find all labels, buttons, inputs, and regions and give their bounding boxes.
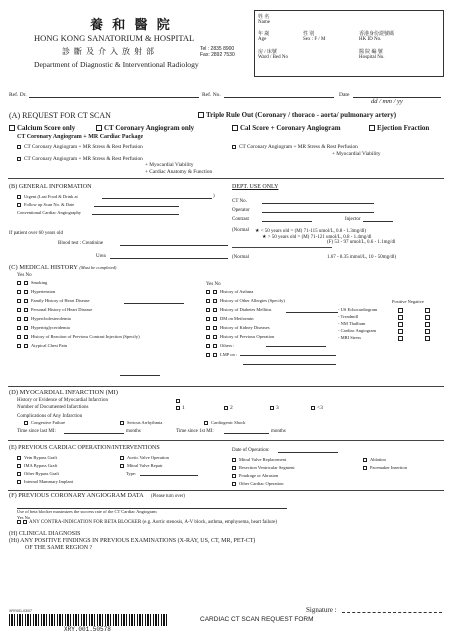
test-item[interactable] [338, 307, 377, 312]
divider [8, 386, 444, 387]
contra-indication-label: ANY CONTRA-INDICATION FOR BETA BLOCKER (e.g. Aortic stenosis, A-V block, asthma, emphysema, heart failure) [29, 520, 278, 526]
history-yes-checkbox[interactable] [17, 317, 21, 321]
ct-no-label: CT No. [232, 199, 247, 204]
form-code-small: XRY001-03/07 [9, 609, 32, 613]
section-f-title [9, 492, 185, 499]
hospital-chinese-name: 養 和 醫 院 [90, 17, 173, 32]
divider [8, 440, 444, 441]
ima-bypass-option[interactable] [17, 463, 57, 468]
package-2-label: CT Coronary Angiogram + MR Stress & Rest Perfusion [24, 156, 143, 162]
signature-field[interactable] [342, 612, 442, 613]
mitral-repair-checkbox[interactable] [120, 464, 124, 468]
pacemaker-checkbox[interactable] [363, 466, 367, 470]
history-item[interactable] [206, 352, 237, 357]
history-no-checkbox[interactable] [213, 290, 217, 294]
normal-range-d: 1.67 - 8.35 mmol/L, 10 - 50mg/dl) [327, 255, 397, 260]
time-since-last-mi-field[interactable] [64, 433, 124, 434]
section-c-title [9, 264, 116, 271]
operator-label: Operator [232, 208, 250, 213]
urea-field[interactable] [110, 258, 228, 259]
history-item-label: LMP on : [220, 352, 238, 357]
date-of-operation-field[interactable] [278, 452, 338, 453]
medical-history-yes-no-left: Yes No [17, 273, 32, 278]
cardiogenic-shock-label: Cardiogenic Shock [211, 420, 246, 425]
history-item-label: History of Previous Operation [220, 334, 275, 339]
section-a-title: (A) REQUEST FOR CT SCAN [9, 111, 111, 120]
divider [232, 247, 332, 248]
date-label: Date [339, 92, 350, 98]
dept-use-only-label: DEPT. USE ONLY [232, 184, 279, 190]
contra-indication-row[interactable] [17, 520, 277, 525]
clinical-diagnosis-title: (H) CLINICAL DIAGNOSIS [9, 531, 81, 537]
contra-no-checkbox[interactable] [23, 520, 27, 524]
ablation-label: Ablation [370, 457, 386, 462]
history-no-checkbox[interactable] [213, 353, 217, 357]
divider [8, 490, 444, 491]
internal-mammary-checkbox[interactable] [17, 480, 21, 484]
poudrage-option[interactable] [232, 473, 278, 478]
hospital-no-label-cn: 醫 院 編 號 [359, 50, 383, 55]
resection-label: Resection Ventricular Segment [239, 465, 295, 470]
signature-label: Signature : [306, 606, 337, 614]
vein-bypass-label: Vein Bypass Graft [24, 455, 57, 460]
calcium-score-checkbox[interactable] [9, 125, 15, 131]
urgent-checkbox[interactable] [17, 195, 21, 199]
conventional-angiography-label: Conventional Cardiac Angiography [17, 210, 81, 215]
other-cardiac-checkbox[interactable] [232, 482, 236, 486]
history-no-checkbox[interactable] [213, 344, 217, 348]
test-item[interactable] [338, 314, 358, 319]
test-negative-checkbox[interactable] [425, 336, 430, 341]
normal-range-a-text: < 50 years old = (M) 71-115 umol/L, 0.8 - 1.3mg/dl) [260, 229, 367, 234]
turn-over-note: (Please turn over) [150, 494, 185, 499]
time-since-first-mi-field[interactable] [224, 433, 269, 434]
creatinine-field[interactable] [120, 245, 228, 246]
normal-range-c: (F) 53 - 97 umol/L, 0.6 - 1.1mg/dl [327, 240, 396, 245]
ref-no-label: Ref. No. [202, 92, 221, 98]
internal-mammary-label: Internal Mammary Implant [24, 479, 73, 484]
test-negative-checkbox[interactable] [425, 329, 430, 334]
age-label-cn: 年 歲 [258, 32, 270, 37]
history-item-label: Hypercholesterolemia [31, 316, 71, 321]
months-label-1: months [126, 429, 141, 434]
triple-rule-out-label: Triple Rule Out (Coronary / thoraco - aorta/ pulmonary artery) [206, 111, 397, 119]
history-no-checkbox[interactable] [213, 335, 217, 339]
cal-score-cta-option[interactable] [232, 124, 341, 132]
test-positive-checkbox[interactable] [398, 322, 403, 327]
urgent-field[interactable] [102, 198, 212, 199]
age-label: Age [258, 37, 267, 42]
test-item-label: - Cardiac Angiogram [338, 328, 376, 333]
history-no-checkbox[interactable] [213, 308, 217, 312]
congestive-failure-label: Congestive Failure [31, 420, 66, 425]
complications-label: Complications of Any Infarction [17, 414, 83, 419]
cardiogenic-shock-option[interactable] [204, 420, 245, 425]
package-3-label: CT Coronary Angiogram + MR Stress & Rest Perfusion [239, 144, 358, 150]
barcode [9, 614, 167, 626]
operation-type-field[interactable] [140, 475, 198, 476]
sex-label-cn: 性 別 [303, 32, 315, 37]
ref-dr-label: Ref. Dr. [9, 92, 27, 98]
triple-rule-out-checkbox[interactable] [198, 112, 204, 118]
ward-label-cn: 房 / 床號 [258, 50, 277, 55]
normal-range-b-text: > 50 years old = (M) 71-121 umol/L, 0.8 - 1.4mg/dl [267, 235, 372, 240]
history-item[interactable] [17, 307, 92, 312]
history-item[interactable] [206, 343, 234, 348]
section-e-title: (E) PREVIOUS CARDIAC OPERATION/INTERVENTIONS [9, 445, 160, 451]
pacemaker-option[interactable] [363, 465, 407, 470]
others-field[interactable] [240, 355, 336, 356]
history-yes-checkbox[interactable] [206, 290, 210, 294]
department-chinese: 診 斷 及 介 入 放 射 部 [62, 47, 155, 56]
cta-only-option[interactable] [96, 124, 194, 132]
package-1-label: CT Coronary Angiogram + MR Stress & Rest Perfusion [24, 144, 143, 150]
history-no-checkbox[interactable] [213, 299, 217, 303]
mitral-replacement-checkbox[interactable] [232, 458, 236, 462]
poudrage-label: Poudrage or Abrasion [239, 473, 279, 478]
hkid-label: HK ID No. [359, 37, 382, 42]
section-c-title-text: (C) MEDICAL HISTORY [9, 264, 78, 271]
ejection-fraction-checkbox[interactable] [369, 125, 375, 131]
mitral-repair-label: Mitral Valve Repair [127, 463, 163, 468]
history-item-label: Family History of Heart Disease [31, 298, 90, 303]
name-label: Name [258, 20, 270, 25]
ablation-checkbox[interactable] [363, 458, 367, 462]
history-item-label: Personal History of Heart Disease [31, 307, 93, 312]
history-yes-checkbox[interactable] [206, 353, 210, 357]
infarction-count-3[interactable] [270, 405, 279, 411]
date-of-operation-label: Date of Operation: [232, 448, 270, 453]
history-no-checkbox[interactable] [24, 281, 28, 285]
ct-no-field[interactable] [262, 203, 374, 204]
history-no-checkbox[interactable] [24, 344, 28, 348]
history-item[interactable] [17, 325, 70, 330]
congestive-failure-checkbox[interactable] [24, 421, 28, 425]
mitral-replacement-option[interactable] [232, 457, 286, 462]
section-f-title-text: (F) PREVIOUS CORONARY ANGIOGRAM DATA [9, 492, 144, 499]
date-format: dd / mm / yy [371, 98, 403, 105]
history-item-label: Atypical Chest Pain [31, 343, 67, 348]
count-3-checkbox[interactable] [270, 406, 274, 410]
family-history-field[interactable] [124, 303, 184, 304]
department-name: Department of Diagnostic & Interventional Radiology [34, 60, 199, 69]
followup-option[interactable] [17, 202, 74, 207]
tel-number: Tel : 2835 8900 [200, 46, 235, 52]
test-item-label: - MRI Stress [338, 335, 362, 340]
other-cardiac-label: Other Cardiac Operation [239, 481, 284, 486]
history-no-checkbox[interactable] [24, 317, 28, 321]
mr-package-heading: CT Coronary Angiogram + MR Cardiac Package [17, 134, 144, 140]
history-item-label: History of Diabetes Mellitus [220, 307, 272, 312]
over-60-label: If patient over 60 years old [9, 231, 64, 236]
mitral-replacement-label: Mitral Valve Replacement [239, 457, 287, 462]
package-3-viability: + Myocardial Viability [332, 151, 381, 157]
beta-blocker-yes-no: Yes No [17, 515, 31, 520]
mitral-repair-option[interactable] [120, 463, 163, 468]
package-option-1[interactable] [17, 144, 143, 150]
history-yes-checkbox[interactable] [206, 326, 210, 330]
test-item[interactable] [338, 321, 365, 326]
count-3-label: 3 [276, 405, 279, 411]
ejection-fraction-option[interactable] [369, 124, 429, 132]
history-item[interactable] [17, 343, 67, 348]
injector-label: Injector [345, 217, 361, 222]
history-item-label: Hypertriglyceridemia [31, 325, 70, 330]
history-item-label: Smoking [31, 280, 48, 285]
pacemaker-label: Pacemaker Insertion [370, 465, 407, 470]
count-2-checkbox[interactable] [224, 406, 228, 410]
infarction-count-2[interactable] [224, 405, 233, 411]
vein-bypass-option[interactable] [17, 455, 57, 460]
history-item[interactable] [206, 289, 253, 294]
cta-only-label: CT Coronary Angiogram only [104, 124, 195, 132]
normal-label-1: (Normal [232, 228, 249, 233]
arrhythmia-checkbox[interactable] [120, 421, 124, 425]
test-negative-checkbox[interactable] [425, 308, 430, 313]
resection-checkbox[interactable] [232, 466, 236, 470]
package-1-checkbox[interactable] [17, 145, 21, 149]
ejection-fraction-label: Ejection Fraction [377, 124, 430, 132]
history-item-label: History of Kidney Diseases [220, 325, 270, 330]
package-2-anatomy: + Cardiac Anatomy & Function [145, 169, 213, 175]
test-item[interactable] [338, 328, 376, 333]
form-title: CARDIAC CT SCAN REQUEST FORM [200, 616, 314, 623]
history-yes-checkbox[interactable] [17, 290, 21, 294]
test-item-label: - NM Thallium [338, 321, 366, 326]
positive-negative-header: Positive Negative [392, 299, 424, 304]
contrast-label: Contrast [232, 217, 249, 222]
hospital-name: HONG KONG SANATORIUM & HOSPITAL [34, 33, 195, 43]
test-item-label: - US Echocardiogram [338, 307, 378, 312]
operator-field[interactable] [262, 212, 374, 213]
star-icon: ★ [262, 235, 268, 240]
congestive-failure-option[interactable] [24, 420, 65, 425]
count-1-label: 1 [182, 405, 185, 411]
ablation-option[interactable] [363, 457, 386, 462]
ima-bypass-label: IMA Bypass Graft [24, 463, 58, 468]
injector-field[interactable] [363, 221, 393, 222]
history-item[interactable] [17, 334, 140, 339]
reaction-specify-field[interactable] [120, 375, 160, 376]
cta-only-checkbox[interactable] [96, 125, 102, 131]
ref-no-field[interactable] [224, 97, 334, 98]
test-positive-checkbox[interactable] [398, 315, 403, 320]
test-positive-checkbox[interactable] [398, 336, 403, 341]
ward-label: Ward / Bed No [258, 55, 289, 60]
divider [8, 178, 444, 179]
history-yes-checkbox[interactable] [17, 308, 21, 312]
cal-score-cta-label: Cal Score + Coronary Angiogram [240, 124, 341, 132]
sex-label: Sex : F / M [303, 37, 326, 42]
months-label-2: months [271, 429, 286, 434]
history-item[interactable] [206, 325, 270, 330]
history-no-checkbox[interactable] [213, 317, 217, 321]
previous-operation-field[interactable] [266, 346, 326, 347]
mi-history-checkbox[interactable] [176, 399, 180, 403]
package-2-checkbox[interactable] [17, 157, 21, 161]
history-yes-checkbox[interactable] [17, 281, 21, 285]
resection-option[interactable] [232, 465, 295, 470]
time-since-last-mi-label: Time since last MI: [17, 429, 56, 434]
history-item-label: DM on Metformin [220, 316, 254, 321]
followup-field[interactable] [94, 206, 179, 207]
ima-bypass-checkbox[interactable] [17, 464, 21, 468]
urgent-close-paren: ) [213, 194, 215, 199]
history-yes-checkbox[interactable] [206, 344, 210, 348]
urea-label: Urea [96, 254, 106, 259]
history-yes-checkbox[interactable] [17, 335, 21, 339]
urgent-label: Urgent (Last Food & Drink at [24, 194, 78, 199]
internal-mammary-option[interactable] [17, 479, 73, 484]
infarction-count-1[interactable] [176, 405, 185, 411]
history-item[interactable] [206, 298, 285, 303]
history-no-checkbox[interactable] [24, 326, 28, 330]
history-item[interactable] [206, 334, 274, 339]
conventional-field[interactable] [92, 214, 179, 215]
same-region-question: OF THE SAME REGION ? [25, 545, 93, 551]
allergy-specify-field[interactable] [286, 312, 338, 313]
count-1-checkbox[interactable] [176, 406, 180, 410]
history-item[interactable] [17, 289, 55, 294]
urgent-option[interactable] [17, 194, 78, 199]
name-label-cn: 姓 名 [258, 15, 270, 20]
history-yes-checkbox[interactable] [206, 299, 210, 303]
hospital-no-label: Hospital No. [359, 55, 385, 60]
history-item-label: Others : [220, 343, 235, 348]
history-item[interactable] [17, 316, 71, 321]
history-item[interactable] [17, 298, 90, 303]
history-item-label: History of Other Allergies (Specify) [220, 298, 285, 303]
infarction-count-more[interactable] [311, 405, 323, 411]
count-2-label: 2 [230, 405, 233, 411]
history-no-checkbox[interactable] [213, 326, 217, 330]
history-no-checkbox[interactable] [24, 299, 28, 303]
arrhythmia-label: Serious Arrhythmia [127, 420, 163, 425]
followup-label: Follow up Scan No. & Date [24, 202, 75, 207]
blood-test-label: Blood test : Creatinine [58, 241, 104, 246]
test-positive-checkbox[interactable] [398, 329, 403, 334]
infarction-count-label: Number of Documented Infarctions [17, 405, 89, 410]
package-3-checkbox[interactable] [232, 145, 236, 149]
positive-findings-title: (Hi) ANY POSITIVE FINDINGS IN PREVIOUS EXAMINATIONS (X-RAY, US, CT, MR, PET-CT) [9, 538, 256, 544]
test-negative-checkbox[interactable] [425, 315, 430, 320]
history-no-checkbox[interactable] [24, 335, 28, 339]
followup-checkbox[interactable] [17, 203, 21, 207]
package-option-2[interactable] [17, 156, 143, 162]
test-item[interactable] [338, 335, 361, 340]
history-item-label: History of Asthma [220, 289, 254, 294]
cal-score-cta-checkbox[interactable] [232, 125, 238, 131]
aortic-valve-checkbox[interactable] [120, 456, 124, 460]
mi-history-label: History or Evidence of Myocardial Infarction [17, 398, 108, 403]
test-negative-checkbox[interactable] [425, 322, 430, 327]
arrhythmia-option[interactable] [120, 420, 162, 425]
other-cardiac-option[interactable] [232, 481, 283, 486]
package-option-3[interactable] [232, 144, 358, 150]
other-bypass-checkbox[interactable] [17, 472, 21, 476]
history-item[interactable] [17, 280, 47, 285]
test-positive-checkbox[interactable] [398, 308, 403, 313]
history-item-label: Hypertension [31, 289, 56, 294]
test-item-label: - Treadmill [338, 314, 359, 319]
fax-number: Fax: 2892 7530 [200, 52, 235, 58]
history-yes-checkbox[interactable] [17, 299, 21, 303]
section-b-title: (B) GENERAL INFORMATION [9, 183, 92, 190]
vein-bypass-checkbox[interactable] [17, 456, 21, 460]
beta-blocker-note: Use of beta blocker maximizes the success rate of the CT Cardiac Angiogram [17, 509, 157, 514]
history-item[interactable] [206, 307, 271, 312]
contra-yes-checkbox[interactable] [17, 520, 21, 524]
other-bypass-label: Other Bypass Graft [24, 471, 59, 476]
aortic-valve-option[interactable] [120, 455, 169, 460]
count-more-label: <3 [317, 405, 323, 411]
triple-rule-out-option[interactable] [198, 111, 396, 119]
history-item-label: History of Reaction of Previous Contrast Injection (Specify) [31, 334, 140, 339]
normal-label-2: (Normal [232, 255, 249, 260]
history-yes-checkbox[interactable] [206, 308, 210, 312]
history-yes-checkbox[interactable] [17, 326, 21, 330]
history-yes-checkbox[interactable] [206, 317, 210, 321]
medical-history-yes-no-right: Yes No [206, 282, 221, 287]
contrast-field[interactable] [262, 221, 312, 222]
history-no-checkbox[interactable] [24, 308, 28, 312]
cardiogenic-shock-checkbox[interactable] [204, 421, 208, 425]
history-no-checkbox[interactable] [24, 290, 28, 294]
star-icon: ★ [255, 229, 261, 234]
form-code: XRY.001.50578 [64, 626, 111, 633]
ref-dr-field[interactable] [29, 97, 199, 98]
package-2-viability: + Myocardial Viability [145, 162, 194, 168]
history-item[interactable] [206, 316, 254, 321]
time-since-first-mi-label: Time since 1st MI: [176, 429, 214, 434]
hkid-label-cn: 香港身份證號碼 [359, 32, 395, 37]
operation-type-label: Type: [126, 471, 137, 476]
calcium-score-label: Calcium Score only [17, 124, 76, 132]
aortic-valve-label: Aortic Valve Operation [127, 455, 169, 460]
lmp-field[interactable] [243, 364, 336, 365]
history-yes-checkbox[interactable] [206, 335, 210, 339]
other-bypass-option[interactable] [17, 471, 59, 476]
section-d-title: (D) MYOCARDIAL INFARCTION (MI) [9, 389, 118, 396]
calcium-score-option[interactable] [9, 124, 75, 132]
patient-info-box[interactable] [254, 10, 444, 77]
section-c-note: (Must be completed) [79, 265, 117, 270]
history-yes-checkbox[interactable] [17, 344, 21, 348]
count-more-checkbox[interactable] [311, 406, 315, 410]
poudrage-checkbox[interactable] [232, 474, 236, 478]
